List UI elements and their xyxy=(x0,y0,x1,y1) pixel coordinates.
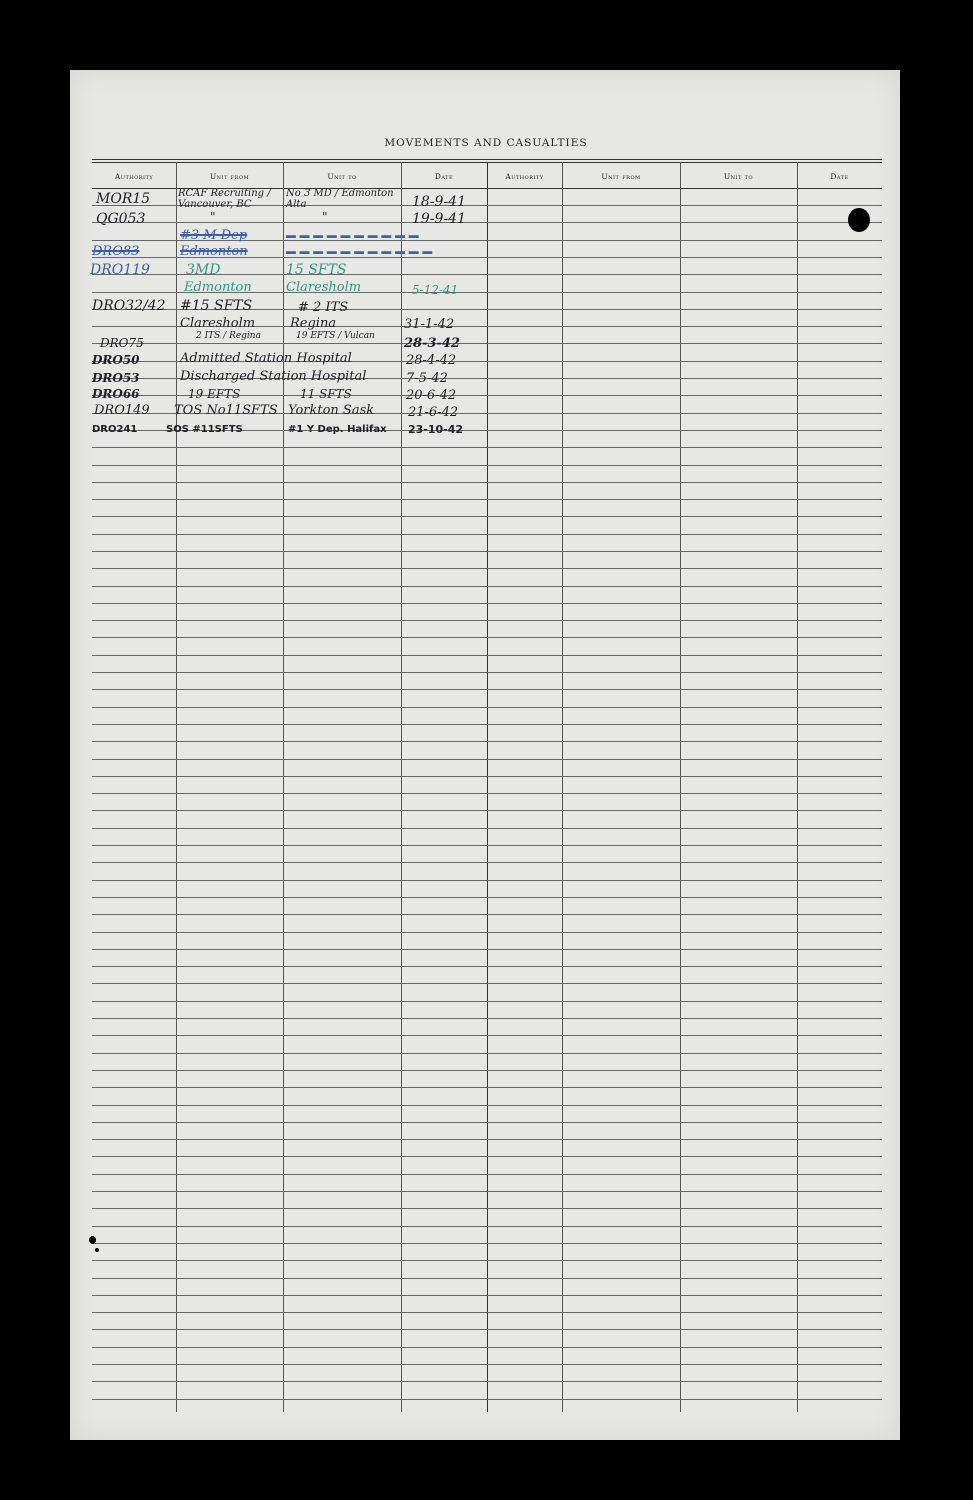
ruled-line xyxy=(92,1001,882,1002)
ruled-line xyxy=(92,465,882,466)
ruled-line xyxy=(92,707,882,708)
entry-authority-struck: DRO83 xyxy=(92,244,140,259)
col-header-authority-2: Authority xyxy=(505,172,544,181)
ruled-line xyxy=(92,620,882,621)
column-divider xyxy=(176,162,177,1412)
ruled-line xyxy=(92,897,882,898)
entry-date: 7-5-42 xyxy=(406,371,448,386)
ruled-line xyxy=(92,516,882,517)
ruled-line xyxy=(92,1226,882,1227)
entry-date: 5-12-41 xyxy=(412,283,459,297)
ruled-line xyxy=(92,845,882,846)
col-header-date: Date xyxy=(434,172,454,181)
ruled-line xyxy=(92,810,882,811)
column-divider xyxy=(797,162,798,1412)
column-divider-center xyxy=(487,162,488,1412)
entry-unit-from: " xyxy=(210,210,216,224)
entry-authority: MOR15 xyxy=(96,191,151,207)
ruled-line xyxy=(92,932,882,933)
ruled-line xyxy=(92,655,882,656)
entry-authority: DRO119 xyxy=(90,262,150,278)
ink-speck xyxy=(89,1236,96,1244)
ruled-line xyxy=(92,1347,882,1348)
ink-speck xyxy=(95,1248,99,1252)
column-divider xyxy=(401,162,402,1412)
entry-authority: DRO241 xyxy=(92,424,138,435)
entry-date: 18-9-41 xyxy=(412,194,466,210)
entry-unit-from: 19 EFTS xyxy=(188,387,241,401)
ruled-line xyxy=(92,862,882,863)
entry-unit-from: 3MD xyxy=(186,262,221,278)
strike-scribble: ━━━━━━━━━━ xyxy=(286,227,423,246)
entry-date: 20-6-42 xyxy=(406,388,457,403)
ruled-line xyxy=(92,603,882,604)
entry-unit-from: Discharged Station Hospital xyxy=(180,369,367,384)
column-divider xyxy=(680,162,681,1412)
column-divider xyxy=(562,162,563,1412)
ruled-line xyxy=(92,949,882,950)
col-header-unit-to-2: Unit to xyxy=(723,172,754,181)
ruled-line xyxy=(92,551,882,552)
entry-date: 28-3-42 xyxy=(404,336,461,351)
ruled-line xyxy=(92,914,882,915)
ruled-line xyxy=(92,637,882,638)
strike-scribble: ━━━━━━━━━━━ xyxy=(286,243,436,262)
entry-unit-from: SOS #11SFTS xyxy=(166,424,243,435)
ruled-line xyxy=(92,1243,882,1244)
ruled-line xyxy=(92,1191,882,1192)
entry-authority: DRO53 xyxy=(92,371,140,385)
ruled-line xyxy=(92,1070,882,1071)
punch-hole xyxy=(848,208,870,232)
ruled-line xyxy=(92,1122,882,1123)
ruled-line xyxy=(92,1329,882,1330)
ruled-line xyxy=(92,1381,882,1382)
col-header-date-2: Date xyxy=(830,172,849,181)
entry-unit-from: Edmonton xyxy=(184,280,252,295)
ruled-line xyxy=(92,1260,882,1261)
entry-unit-to: " xyxy=(322,210,328,224)
entry-authority: DRO66 xyxy=(92,387,140,401)
entry-date: 19-9-41 xyxy=(412,211,466,227)
entry-unit-to: No 3 MD / Edmonton Alta xyxy=(286,188,394,210)
entry-date: 31-1-42 xyxy=(404,317,455,332)
entry-unit-to: #1 Y Dep. Halifax xyxy=(288,424,387,435)
header-top-rule xyxy=(92,159,882,160)
ruled-line xyxy=(92,1053,882,1054)
ruled-line xyxy=(92,880,882,881)
col-header-unit-to: Unit to xyxy=(327,172,357,181)
ruled-line xyxy=(92,499,882,500)
entry-unit-to: 19 EFTS / Vulcan xyxy=(296,331,375,341)
entry-unit-from-struck: Edmonton xyxy=(180,244,248,259)
ruled-line xyxy=(92,1278,882,1279)
ruled-line xyxy=(92,586,882,587)
ruled-line xyxy=(92,1295,882,1296)
ruled-line xyxy=(92,741,882,742)
entry-date: 23-10-42 xyxy=(408,423,464,436)
col-header-authority: Authority xyxy=(114,172,154,181)
entry-unit-from: TOS No11SFTS xyxy=(174,403,278,418)
entry-date: 28-4-42 xyxy=(406,353,457,368)
entry-authority: QG053 xyxy=(96,211,146,227)
ruled-line xyxy=(92,689,882,690)
entry-date: 21-6-42 xyxy=(408,405,459,420)
entry-unit-to: Regina xyxy=(290,316,337,331)
entry-unit-from: Admitted Station Hospital xyxy=(180,351,352,366)
ruled-line xyxy=(92,1087,882,1088)
ruled-line xyxy=(92,1208,882,1209)
column-divider xyxy=(283,162,284,1412)
ruled-line xyxy=(92,447,882,448)
ruled-line xyxy=(92,983,882,984)
ruled-line xyxy=(92,568,882,569)
ruled-line xyxy=(92,1035,882,1036)
entry-authority: DRO50 xyxy=(92,353,140,367)
ruled-line xyxy=(92,966,882,967)
entry-unit-from: #15 SFTS xyxy=(180,298,253,314)
ruled-line xyxy=(92,828,882,829)
ruled-line xyxy=(92,1156,882,1157)
entry-unit-from-struck: #3 M Dep xyxy=(180,228,248,243)
entry-authority: DRO149 xyxy=(94,403,150,418)
ruled-line xyxy=(92,482,882,483)
ruled-line xyxy=(92,759,882,760)
entry-authority: DRO75 xyxy=(100,336,144,350)
entry-unit-to: Claresholm xyxy=(286,280,362,295)
ruled-line xyxy=(92,1105,882,1106)
ruled-line xyxy=(92,534,882,535)
ruled-line xyxy=(92,1399,882,1400)
entry-unit-to: Yorkton Sask xyxy=(288,403,375,418)
ruled-line xyxy=(92,1139,882,1140)
entry-unit-from: 2 ITS / Regina xyxy=(196,331,261,341)
ruled-line xyxy=(92,1364,882,1365)
entry-unit-to: # 2 ITS xyxy=(298,300,349,315)
ruled-line xyxy=(92,776,882,777)
entry-unit-to: 11 SFTS xyxy=(300,387,352,401)
ruled-line xyxy=(92,1174,882,1175)
ruled-line xyxy=(92,343,882,344)
ruled-line xyxy=(92,672,882,673)
form-title: MOVEMENTS AND CASUALTIES xyxy=(384,137,588,149)
entry-unit-from: RCAF Recruiting / Vancouver, BC xyxy=(178,188,271,210)
col-header-unit-from-2: Unit from xyxy=(601,172,641,181)
ruled-line xyxy=(92,724,882,725)
col-header-unit-from: Unit from xyxy=(209,172,250,181)
ruled-line xyxy=(92,1018,882,1019)
ruled-line xyxy=(92,1312,882,1313)
ruled-line xyxy=(92,793,882,794)
entry-unit-to: 15 SFTS xyxy=(286,262,347,278)
entry-authority: DRO32/42 xyxy=(92,298,166,314)
entry-unit-from: Claresholm xyxy=(180,316,256,331)
